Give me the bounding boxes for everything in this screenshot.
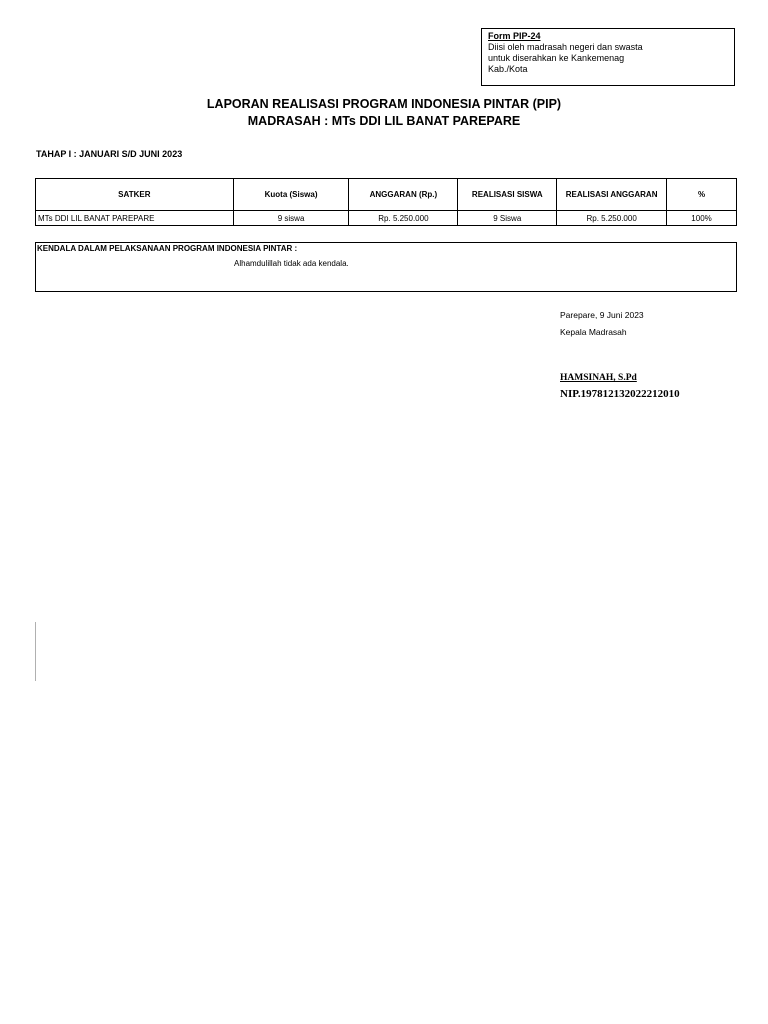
header-realisasi-siswa: REALISASI SISWA: [458, 179, 557, 211]
header-realisasi-anggaran: REALISASI ANGGARAN: [557, 179, 667, 211]
table-row: [36, 211, 737, 226]
header-satker: SATKER: [36, 179, 234, 211]
signature-place-date: Parepare, 9 Juni 2023: [560, 310, 644, 320]
signature-role: Kepala Madrasah: [560, 327, 627, 337]
header-anggaran: ANGGARAN (Rp.): [349, 179, 458, 211]
kendala-text: Alhamdulillah tidak ada kendala.: [234, 259, 349, 268]
table-header-row: [36, 179, 737, 211]
signature-name: HAMSINAH, S.Pd: [560, 373, 637, 383]
report-period: TAHAP I : JANUARI S/D JUNI 2023: [36, 149, 183, 159]
signature-nip: NIP.197812132022212010: [560, 388, 680, 400]
form-code: Form PIP-24: [488, 31, 541, 41]
header-percent: %: [667, 179, 737, 211]
margin-line: [35, 622, 36, 681]
cell-realisasi-siswa: 9 Siswa: [458, 211, 557, 226]
cell-realisasi-anggaran: Rp. 5.250.000: [557, 211, 667, 226]
form-code-box: [481, 28, 735, 86]
kendala-box: [35, 242, 737, 292]
realization-table: [35, 178, 737, 226]
report-title: LAPORAN REALISASI PROGRAM INDONESIA PINTAR (PIP): [206, 97, 562, 111]
report-subtitle: MADRASAH : MTs DDI LIL BANAT PAREPARE: [247, 114, 521, 128]
kendala-heading: KENDALA DALAM PELAKSANAAN PROGRAM INDONESIA PINTAR :: [37, 244, 298, 253]
cell-satker: MTs DDI LIL BANAT PAREPARE: [36, 211, 234, 226]
form-description: Diisi oleh madrasah negeri dan swasta untuk diserahkan ke Kankemenag Kab./Kota: [488, 42, 643, 74]
header-kuota: Kuota (Siswa): [233, 179, 349, 211]
cell-anggaran: Rp. 5.250.000: [349, 211, 458, 226]
cell-kuota: 9 siswa: [233, 211, 349, 226]
cell-percent: 100%: [667, 211, 737, 226]
